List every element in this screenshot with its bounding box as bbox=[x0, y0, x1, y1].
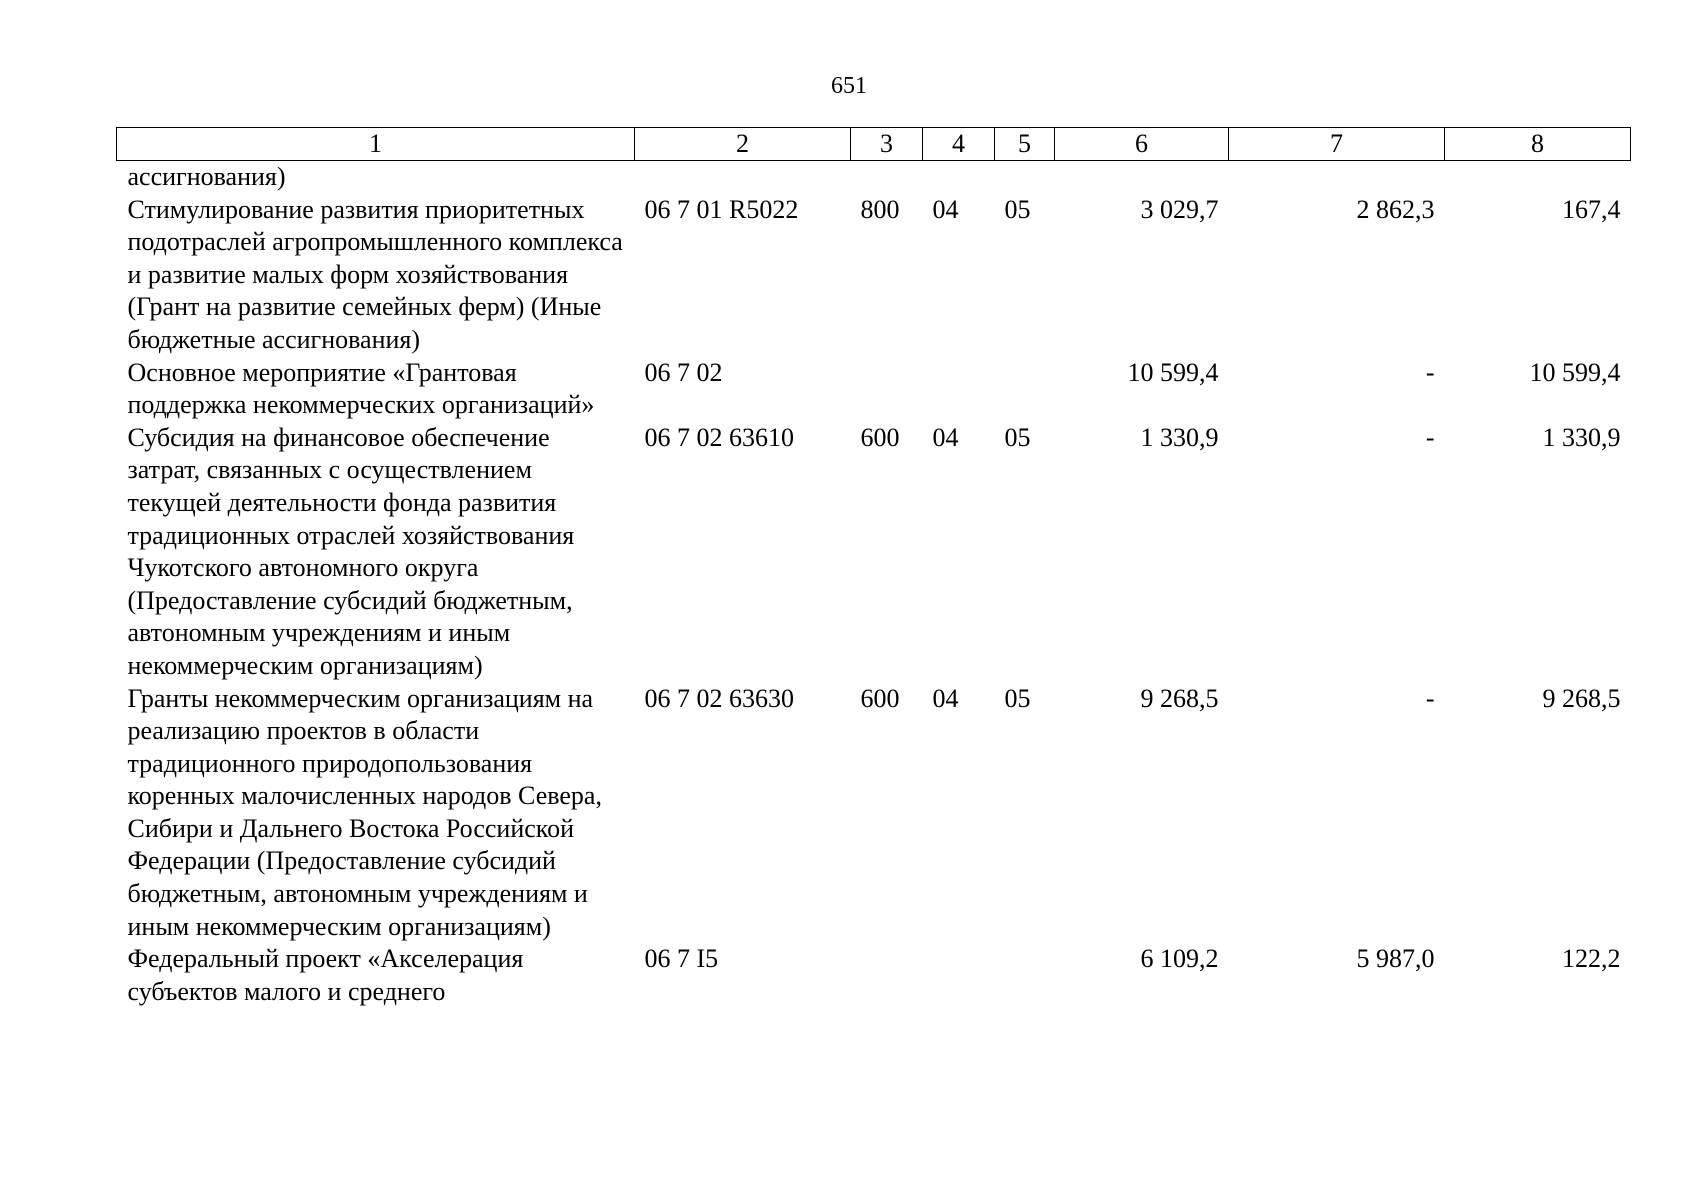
table-row bbox=[117, 422, 1631, 683]
row-col-8: 167,4 bbox=[1562, 194, 1621, 224]
table-row bbox=[117, 194, 1631, 357]
row-col-7: 5 987,0 bbox=[1356, 944, 1435, 974]
row-col-4: 04 bbox=[932, 194, 959, 224]
row-col-6 bbox=[1055, 161, 1229, 194]
row-col-6: 1 330,9 bbox=[1140, 422, 1219, 452]
row-name: ассигнования) bbox=[127, 162, 286, 191]
row-name: Гранты некоммерческим организациям на реализацию проектов в области традиционного природопользования коренных малочисленных народов Севера, Сибири и Дальнего Востока Российской Федерации (Предоставление субсидий бюджетным, автономным учреждениям и иным некоммерческим организациям) bbox=[127, 683, 602, 941]
row-col-3: 800 bbox=[860, 194, 900, 224]
row-col-6: 6 109,2 bbox=[1140, 944, 1219, 974]
row-code: 06 7 I5 bbox=[644, 944, 719, 974]
row-col-5 bbox=[995, 357, 1055, 422]
row-code: 06 7 01 R5022 bbox=[644, 194, 799, 224]
row-name: Основное мероприятие «Грантовая поддержка некоммерческих организаций» bbox=[127, 357, 595, 420]
header-col-6: 6 bbox=[1055, 128, 1229, 161]
header-col-5: 5 bbox=[995, 128, 1055, 161]
row-col-3 bbox=[851, 943, 923, 1008]
row-col-7: - bbox=[1425, 357, 1435, 387]
row-col-3 bbox=[851, 161, 923, 194]
header-col-1: 1 bbox=[117, 128, 635, 161]
row-col-7: - bbox=[1425, 683, 1435, 713]
row-col-5 bbox=[995, 943, 1055, 1008]
budget-table bbox=[116, 127, 1631, 1008]
page-number: 651 bbox=[831, 73, 867, 99]
row-col-4 bbox=[923, 943, 995, 1008]
row-name: Стимулирование развития приоритетных подотраслей агропромышленного комплекса и развитие малых форм хозяйствования (Грант на развитие семейных ферм) (Иные бюджетные ассигнования) bbox=[127, 194, 623, 354]
header-row bbox=[117, 128, 1631, 161]
row-code bbox=[635, 161, 851, 194]
row-name: Субсидия на финансовое обеспечение затрат, связанных с осуществлением текущей деятельности фонда развития традиционных отраслей хозяйствования Чукотского автономного округа (Предоставление субсидий бюджетным, автономным учреждениям и иным некоммерческим организациям) bbox=[127, 422, 575, 680]
header-col-8: 8 bbox=[1445, 128, 1631, 161]
row-col-7 bbox=[1229, 161, 1445, 194]
table-row bbox=[117, 683, 1631, 944]
table-row bbox=[117, 161, 1631, 194]
row-code: 06 7 02 bbox=[644, 357, 723, 387]
table-header bbox=[117, 128, 1631, 161]
row-name: Федеральный проект «Акселерация субъектов малого и среднего bbox=[127, 944, 524, 1006]
row-col-6: 3 029,7 bbox=[1140, 194, 1219, 224]
row-col-4: 04 bbox=[932, 683, 959, 713]
row-code: 06 7 02 63630 bbox=[644, 683, 794, 713]
row-col-5 bbox=[995, 161, 1055, 194]
row-col-7: 2 862,3 bbox=[1356, 194, 1435, 224]
row-col-6: 10 599,4 bbox=[1127, 357, 1219, 387]
row-col-6: 9 268,5 bbox=[1140, 683, 1219, 713]
row-col-5: 05 bbox=[1004, 683, 1031, 713]
row-col-7: - bbox=[1425, 422, 1435, 452]
header-col-3: 3 bbox=[851, 128, 923, 161]
row-col-4 bbox=[923, 161, 995, 194]
row-col-5: 05 bbox=[1004, 422, 1031, 452]
row-col-3: 600 bbox=[860, 422, 900, 452]
row-col-8 bbox=[1445, 161, 1631, 194]
row-col-4 bbox=[923, 357, 995, 422]
table-row bbox=[117, 943, 1631, 1008]
header-col-4: 4 bbox=[923, 128, 995, 161]
row-col-8: 10 599,4 bbox=[1529, 357, 1621, 387]
row-col-8: 9 268,5 bbox=[1542, 683, 1621, 713]
row-col-5: 05 bbox=[1004, 194, 1031, 224]
table-body bbox=[117, 161, 1631, 1009]
header-col-2: 2 bbox=[635, 128, 851, 161]
row-code: 06 7 02 63610 bbox=[644, 422, 794, 452]
row-col-3: 600 bbox=[860, 683, 900, 713]
row-col-4: 04 bbox=[932, 422, 959, 452]
row-col-8: 1 330,9 bbox=[1542, 422, 1621, 452]
row-col-3 bbox=[851, 357, 923, 422]
table-row bbox=[117, 357, 1631, 422]
row-col-8: 122,2 bbox=[1562, 944, 1621, 974]
header-col-7: 7 bbox=[1229, 128, 1445, 161]
